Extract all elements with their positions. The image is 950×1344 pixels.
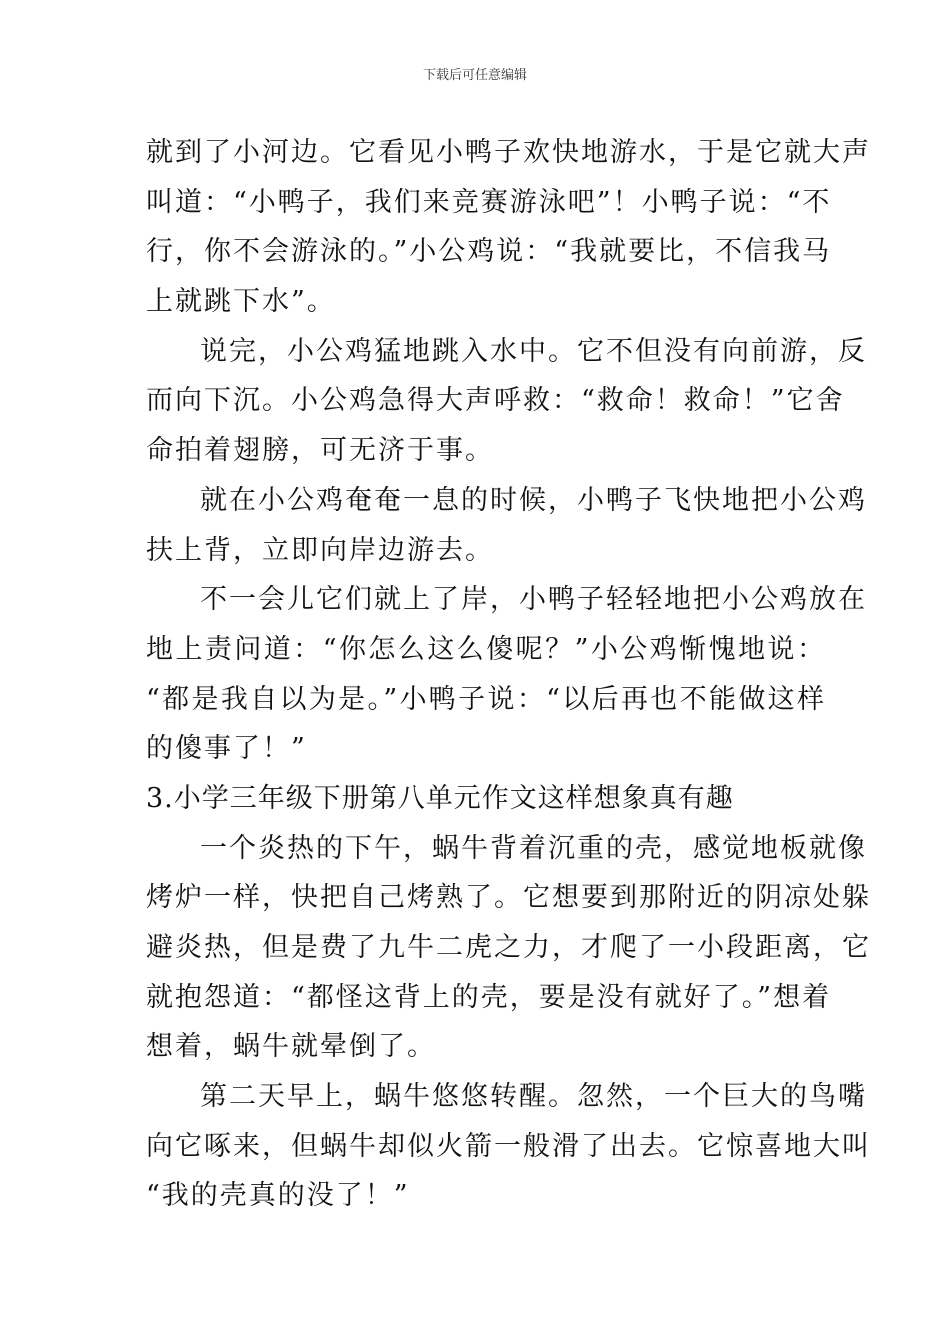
section-heading: 3.小学三年级下册第八单元作文这样想象真有趣: [146, 782, 734, 814]
text-line: 地上责问道：“你怎么这么傻呢？”小公鸡惭愧地说：: [146, 633, 826, 665]
text-line: 想着，蜗牛就晕倒了。: [146, 1031, 436, 1063]
text-line: 说完，小公鸡猛地跳入水中。它不但没有向前游，反: [200, 335, 867, 367]
page-header: 下载后可任意编辑: [422, 68, 527, 83]
text-line: 不一会儿它们就上了岸，小鸭子轻轻地把小公鸡放在: [200, 584, 867, 616]
text-line: 叫道：“小鸭子，我们来竞赛游泳吧”！小鸭子说：“不: [146, 186, 832, 218]
text-line: 向它啄来，但蜗牛却似火箭一般滑了出去。它惊喜地大叫: [146, 1130, 871, 1162]
text-line: 而向下沉。小公鸡急得大声呼救：“救命！救命！”它舍: [146, 385, 845, 417]
text-line: 命拍着翅膀，可无济于事。: [146, 435, 494, 467]
text-line: “我的壳真的没了！”: [146, 1180, 410, 1212]
text-line: 就抱怨道：“都怪这背上的壳，要是没有就好了。”想着: [146, 981, 832, 1013]
text-line: “都是我自以为是。”小鸭子说：“以后再也不能做这样: [146, 683, 826, 715]
text-line: 扶上背，立即向岸边游去。: [146, 534, 494, 566]
text-line: 烤炉一样，快把自己烤熟了。它想要到那附近的阴凉处躲: [146, 882, 871, 914]
text-line: 就到了小河边。它看见小鸭子欢快地游水，于是它就大声: [146, 137, 871, 168]
text-line: 行，你不会游泳的。”小公鸡说：“我就要比，不信我马: [146, 236, 832, 268]
text-line: 避炎热，但是费了九牛二虎之力，才爬了一小段距离，它: [146, 932, 871, 963]
document-body: [146, 128, 871, 1221]
text-line: 一个炎热的下午，蜗牛背着沉重的壳，感觉地板就像: [200, 832, 867, 864]
text-line: 就在小公鸡奄奄一息的时候，小鸭子飞快地把小公鸡: [200, 484, 867, 516]
text-line: 上就跳下水”。: [146, 286, 336, 318]
text-line: 第二天早上，蜗牛悠悠转醒。忽然，一个巨大的鸟嘴: [200, 1081, 867, 1113]
text-line: 的傻事了！”: [146, 733, 307, 765]
